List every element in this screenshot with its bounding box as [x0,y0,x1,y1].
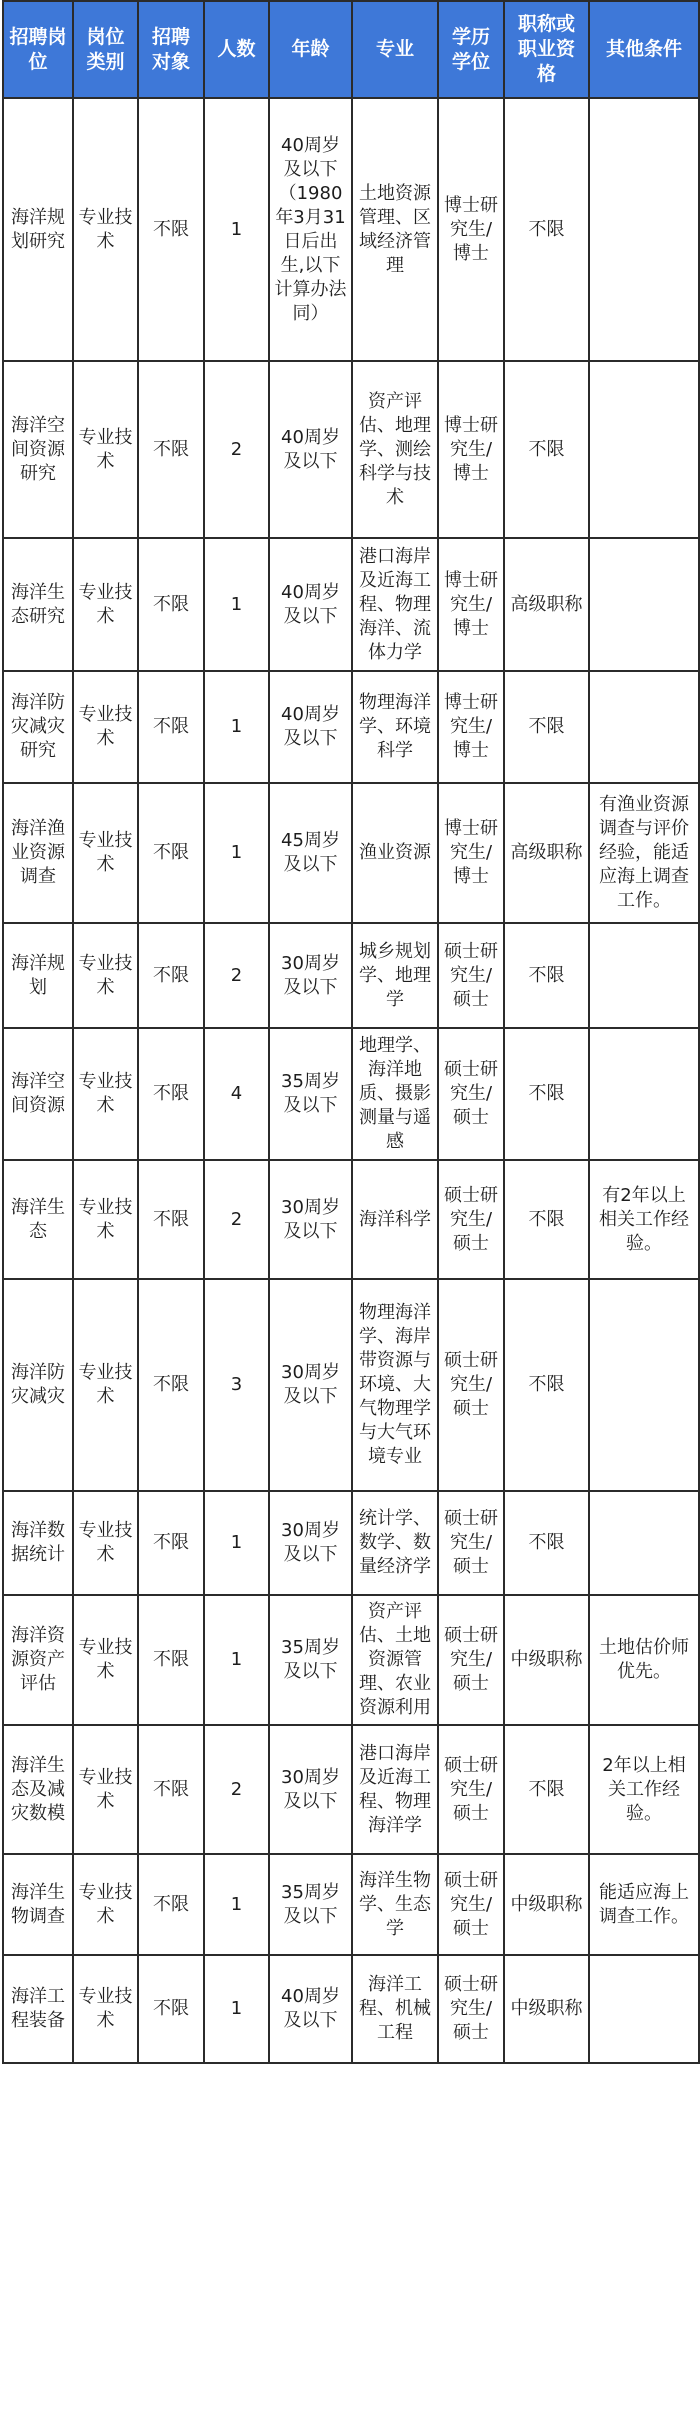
cell-title: 中级职称 [504,1955,589,2063]
cell-degree: 硕士研究生/硕士 [438,1955,504,2063]
table-row [3,98,699,361]
cell-degree: 硕士研究生/硕士 [438,1595,504,1725]
cell-other [589,1279,699,1491]
cell-other [589,98,699,361]
cell-category: 专业技术 [73,1160,138,1279]
cell-target: 不限 [138,98,204,361]
cell-count: 2 [204,361,269,538]
cell-other: 土地估价师优先。 [589,1595,699,1725]
cell-target: 不限 [138,1595,204,1725]
cell-category: 专业技术 [73,783,138,923]
cell-major: 城乡规划学、地理学 [352,923,438,1028]
cell-title: 高级职称 [504,783,589,923]
cell-title: 不限 [504,1279,589,1491]
cell-target: 不限 [138,671,204,783]
cell-position: 海洋生物调查 [3,1854,73,1955]
cell-other: 2年以上相关工作经验。 [589,1725,699,1854]
cell-other [589,1491,699,1595]
cell-category: 专业技术 [73,1955,138,2063]
cell-other: 有渔业资源调查与评价经验，能适应海上调查工作。 [589,783,699,923]
cell-age: 35周岁及以下 [269,1854,352,1955]
header-target: 招聘对象 [138,1,204,98]
header-count: 人数 [204,1,269,98]
cell-degree: 硕士研究生/硕士 [438,1725,504,1854]
cell-other [589,671,699,783]
cell-target: 不限 [138,361,204,538]
header-age: 年龄 [269,1,352,98]
cell-category: 专业技术 [73,1279,138,1491]
cell-title: 不限 [504,671,589,783]
cell-major: 海洋科学 [352,1160,438,1279]
table-row [3,1595,699,1725]
table-row [3,361,699,538]
cell-position: 海洋空间资源 [3,1028,73,1160]
cell-age: 40周岁及以下 [269,1955,352,2063]
cell-title: 不限 [504,1491,589,1595]
cell-age: 30周岁及以下 [269,1160,352,1279]
header-title: 职称或职业资格 [504,1,589,98]
recruitment-table [2,0,700,2064]
header-degree: 学历学位 [438,1,504,98]
cell-degree: 硕士研究生/硕士 [438,923,504,1028]
cell-other [589,538,699,671]
cell-target: 不限 [138,1279,204,1491]
cell-major: 统计学、数学、数量经济学 [352,1491,438,1595]
cell-target: 不限 [138,1955,204,2063]
cell-position: 海洋数据统计 [3,1491,73,1595]
cell-other: 能适应海上调查工作。 [589,1854,699,1955]
cell-target: 不限 [138,1491,204,1595]
table-row [3,671,699,783]
cell-major: 海洋工程、机械工程 [352,1955,438,2063]
cell-target: 不限 [138,1854,204,1955]
cell-title: 中级职称 [504,1595,589,1725]
cell-category: 专业技术 [73,1595,138,1725]
table-row [3,1491,699,1595]
cell-title: 不限 [504,1725,589,1854]
cell-count: 1 [204,1854,269,1955]
cell-position: 海洋工程装备 [3,1955,73,2063]
cell-count: 1 [204,1595,269,1725]
cell-age: 30周岁及以下 [269,1279,352,1491]
cell-category: 专业技术 [73,671,138,783]
cell-category: 专业技术 [73,538,138,671]
cell-degree: 博士研究生/博士 [438,98,504,361]
cell-title: 不限 [504,361,589,538]
cell-title: 高级职称 [504,538,589,671]
cell-position: 海洋生态 [3,1160,73,1279]
header-major: 专业 [352,1,438,98]
cell-age: 40周岁及以下 [269,361,352,538]
cell-title: 中级职称 [504,1854,589,1955]
cell-age: 35周岁及以下 [269,1028,352,1160]
cell-age: 40周岁及以下 [269,671,352,783]
cell-other: 有2年以上相关工作经验。 [589,1160,699,1279]
cell-count: 1 [204,538,269,671]
cell-title: 不限 [504,923,589,1028]
cell-age: 35周岁及以下 [269,1595,352,1725]
cell-target: 不限 [138,1725,204,1854]
cell-count: 1 [204,671,269,783]
cell-age: 30周岁及以下 [269,923,352,1028]
cell-degree: 硕士研究生/硕士 [438,1028,504,1160]
cell-category: 专业技术 [73,361,138,538]
table-row [3,538,699,671]
cell-position: 海洋防灾减灾研究 [3,671,73,783]
cell-age: 40周岁及以下 [269,538,352,671]
cell-target: 不限 [138,1160,204,1279]
cell-position: 海洋生态研究 [3,538,73,671]
cell-degree: 博士研究生/博士 [438,671,504,783]
cell-count: 1 [204,98,269,361]
cell-count: 3 [204,1279,269,1491]
cell-target: 不限 [138,538,204,671]
cell-degree: 博士研究生/博士 [438,538,504,671]
cell-other [589,923,699,1028]
cell-degree: 博士研究生/博士 [438,361,504,538]
table-row [3,1854,699,1955]
cell-title: 不限 [504,1160,589,1279]
cell-position: 海洋规划研究 [3,98,73,361]
cell-degree: 硕士研究生/硕士 [438,1854,504,1955]
table-row [3,1160,699,1279]
cell-age: 45周岁及以下 [269,783,352,923]
cell-count: 2 [204,923,269,1028]
header-position: 招聘岗位 [3,1,73,98]
cell-other [589,1955,699,2063]
cell-category: 专业技术 [73,923,138,1028]
cell-category: 专业技术 [73,1854,138,1955]
cell-major: 港口海岸及近海工程、物理海洋学 [352,1725,438,1854]
cell-position: 海洋空间资源研究 [3,361,73,538]
cell-age: 40周岁及以下（1980年3月31日后出生,以下计算办法同） [269,98,352,361]
cell-target: 不限 [138,783,204,923]
cell-position: 海洋生态及减灾数模 [3,1725,73,1854]
cell-age: 30周岁及以下 [269,1491,352,1595]
cell-category: 专业技术 [73,98,138,361]
header-other: 其他条件 [589,1,699,98]
cell-major: 物理海洋学、环境科学 [352,671,438,783]
cell-title: 不限 [504,98,589,361]
cell-target: 不限 [138,923,204,1028]
cell-degree: 硕士研究生/硕士 [438,1491,504,1595]
cell-category: 专业技术 [73,1491,138,1595]
cell-count: 2 [204,1725,269,1854]
cell-count: 1 [204,783,269,923]
cell-title: 不限 [504,1028,589,1160]
header-category: 岗位类别 [73,1,138,98]
cell-major: 地理学、海洋地质、摄影测量与遥感 [352,1028,438,1160]
cell-major: 资产评估、地理学、测绘科学与技术 [352,361,438,538]
cell-target: 不限 [138,1028,204,1160]
cell-degree: 博士研究生/博士 [438,783,504,923]
table-row [3,1725,699,1854]
cell-major: 港口海岸及近海工程、物理海洋、流体力学 [352,538,438,671]
table-body [3,98,699,2063]
table-row [3,1028,699,1160]
cell-age: 30周岁及以下 [269,1725,352,1854]
cell-position: 海洋防灾减灾 [3,1279,73,1491]
cell-count: 2 [204,1160,269,1279]
cell-position: 海洋资源资产评估 [3,1595,73,1725]
table-row [3,1955,699,2063]
cell-category: 专业技术 [73,1028,138,1160]
cell-position: 海洋规划 [3,923,73,1028]
cell-other [589,1028,699,1160]
cell-category: 专业技术 [73,1725,138,1854]
cell-other [589,361,699,538]
cell-count: 1 [204,1491,269,1595]
cell-degree: 硕士研究生/硕士 [438,1160,504,1279]
table-row [3,783,699,923]
cell-count: 1 [204,1955,269,2063]
cell-major: 土地资源管理、区域经济管理 [352,98,438,361]
cell-major: 资产评估、土地资源管理、农业资源利用 [352,1595,438,1725]
cell-major: 物理海洋学、海岸带资源与环境、大气物理学与大气环境专业 [352,1279,438,1491]
cell-count: 4 [204,1028,269,1160]
cell-degree: 硕士研究生/硕士 [438,1279,504,1491]
header-row [3,1,699,98]
cell-major: 渔业资源 [352,783,438,923]
table-row [3,1279,699,1491]
table-row [3,923,699,1028]
cell-position: 海洋渔业资源调查 [3,783,73,923]
cell-major: 海洋生物学、生态学 [352,1854,438,1955]
